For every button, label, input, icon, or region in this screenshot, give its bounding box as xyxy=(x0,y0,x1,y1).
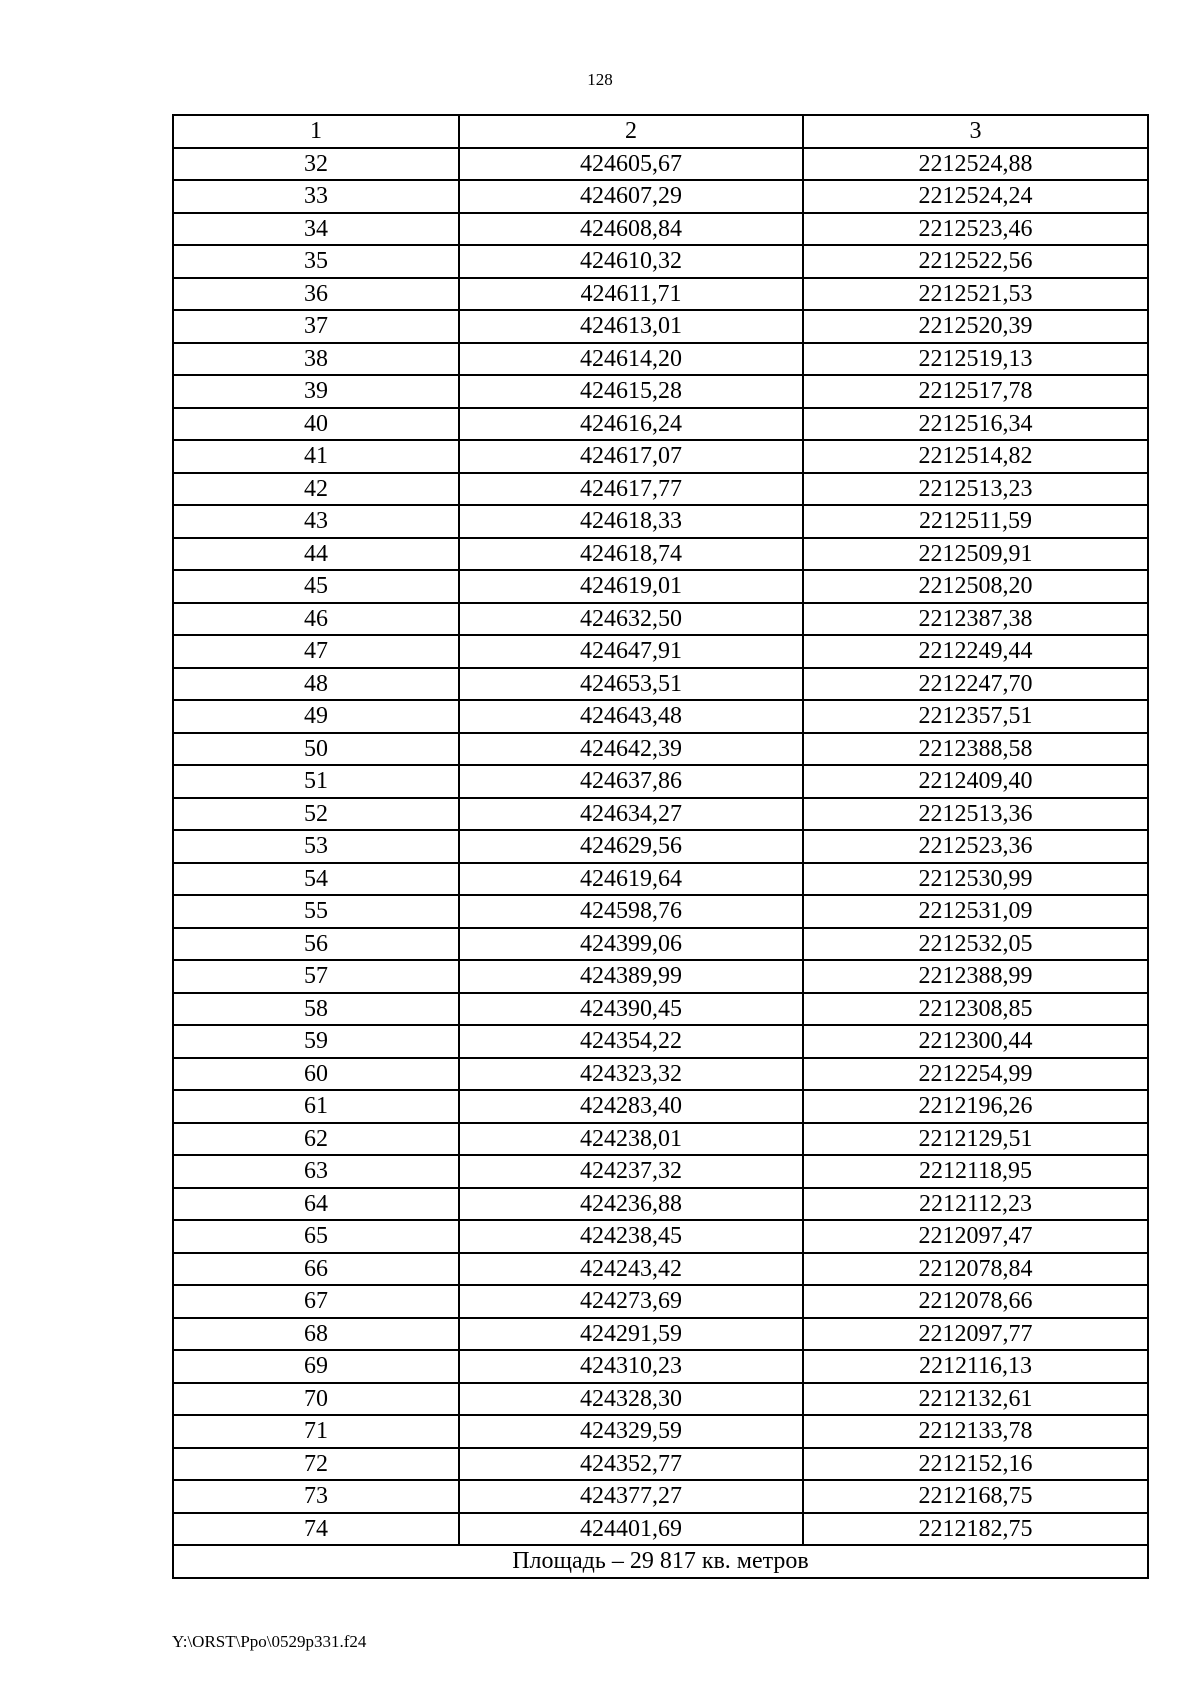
cell-y-coordinate: 2212182,75 xyxy=(803,1513,1148,1546)
cell-x-coordinate: 424614,20 xyxy=(459,343,803,376)
cell-point-number: 54 xyxy=(173,863,459,896)
cell-point-number: 45 xyxy=(173,570,459,603)
table-row xyxy=(173,1025,1148,1058)
cell-x-coordinate: 424328,30 xyxy=(459,1383,803,1416)
cell-point-number: 49 xyxy=(173,700,459,733)
cell-y-coordinate: 2212514,82 xyxy=(803,440,1148,473)
cell-x-coordinate: 424310,23 xyxy=(459,1350,803,1383)
cell-point-number: 65 xyxy=(173,1220,459,1253)
header-cell-point: 1 xyxy=(173,115,459,148)
table-row xyxy=(173,1090,1148,1123)
table-row xyxy=(173,245,1148,278)
table-row xyxy=(173,570,1148,603)
table-row xyxy=(173,505,1148,538)
cell-x-coordinate: 424653,51 xyxy=(459,668,803,701)
table-row xyxy=(173,473,1148,506)
cell-y-coordinate: 2212508,20 xyxy=(803,570,1148,603)
cell-x-coordinate: 424329,59 xyxy=(459,1415,803,1448)
cell-point-number: 55 xyxy=(173,895,459,928)
cell-point-number: 56 xyxy=(173,928,459,961)
cell-y-coordinate: 2212513,36 xyxy=(803,798,1148,831)
cell-y-coordinate: 2212509,91 xyxy=(803,538,1148,571)
table-row xyxy=(173,993,1148,1026)
cell-x-coordinate: 424389,99 xyxy=(459,960,803,993)
cell-y-coordinate: 2212129,51 xyxy=(803,1123,1148,1156)
file-path-footer: Y:\ORST\Ppo\0529p331.f24 xyxy=(172,1632,367,1651)
cell-y-coordinate: 2212078,66 xyxy=(803,1285,1148,1318)
table-row xyxy=(173,765,1148,798)
cell-y-coordinate: 2212388,58 xyxy=(803,733,1148,766)
cell-x-coordinate: 424352,77 xyxy=(459,1448,803,1481)
cell-y-coordinate: 2212112,23 xyxy=(803,1188,1148,1221)
cell-x-coordinate: 424237,32 xyxy=(459,1155,803,1188)
cell-x-coordinate: 424283,40 xyxy=(459,1090,803,1123)
cell-y-coordinate: 2212517,78 xyxy=(803,375,1148,408)
cell-point-number: 67 xyxy=(173,1285,459,1318)
cell-y-coordinate: 2212520,39 xyxy=(803,310,1148,343)
cell-x-coordinate: 424323,32 xyxy=(459,1058,803,1091)
cell-y-coordinate: 2212357,51 xyxy=(803,700,1148,733)
table-row xyxy=(173,700,1148,733)
table-row xyxy=(173,863,1148,896)
coordinates-table xyxy=(172,114,1149,1579)
cell-x-coordinate: 424607,29 xyxy=(459,180,803,213)
cell-x-coordinate: 424632,50 xyxy=(459,603,803,636)
cell-point-number: 46 xyxy=(173,603,459,636)
cell-x-coordinate: 424291,59 xyxy=(459,1318,803,1351)
cell-x-coordinate: 424617,07 xyxy=(459,440,803,473)
cell-x-coordinate: 424618,74 xyxy=(459,538,803,571)
cell-y-coordinate: 2212132,61 xyxy=(803,1383,1148,1416)
cell-y-coordinate: 2212247,70 xyxy=(803,668,1148,701)
cell-point-number: 70 xyxy=(173,1383,459,1416)
table-row xyxy=(173,1350,1148,1383)
cell-x-coordinate: 424618,33 xyxy=(459,505,803,538)
cell-point-number: 60 xyxy=(173,1058,459,1091)
cell-point-number: 58 xyxy=(173,993,459,1026)
cell-point-number: 33 xyxy=(173,180,459,213)
cell-y-coordinate: 2212308,85 xyxy=(803,993,1148,1026)
cell-y-coordinate: 2212523,36 xyxy=(803,830,1148,863)
cell-y-coordinate: 2212097,77 xyxy=(803,1318,1148,1351)
cell-x-coordinate: 424598,76 xyxy=(459,895,803,928)
cell-point-number: 40 xyxy=(173,408,459,441)
cell-x-coordinate: 424619,01 xyxy=(459,570,803,603)
header-cell-x: 2 xyxy=(459,115,803,148)
cell-x-coordinate: 424608,84 xyxy=(459,213,803,246)
table-row xyxy=(173,928,1148,961)
cell-point-number: 41 xyxy=(173,440,459,473)
cell-point-number: 64 xyxy=(173,1188,459,1221)
cell-point-number: 37 xyxy=(173,310,459,343)
table-total-row xyxy=(173,1545,1148,1578)
table-row xyxy=(173,895,1148,928)
cell-x-coordinate: 424647,91 xyxy=(459,635,803,668)
cell-y-coordinate: 2212388,99 xyxy=(803,960,1148,993)
table-row xyxy=(173,213,1148,246)
cell-point-number: 44 xyxy=(173,538,459,571)
cell-y-coordinate: 2212521,53 xyxy=(803,278,1148,311)
cell-point-number: 71 xyxy=(173,1415,459,1448)
cell-point-number: 63 xyxy=(173,1155,459,1188)
cell-y-coordinate: 2212133,78 xyxy=(803,1415,1148,1448)
cell-x-coordinate: 424354,22 xyxy=(459,1025,803,1058)
cell-y-coordinate: 2212523,46 xyxy=(803,213,1148,246)
cell-y-coordinate: 2212522,56 xyxy=(803,245,1148,278)
cell-x-coordinate: 424605,67 xyxy=(459,148,803,181)
cell-y-coordinate: 2212531,09 xyxy=(803,895,1148,928)
cell-point-number: 50 xyxy=(173,733,459,766)
cell-y-coordinate: 2212532,05 xyxy=(803,928,1148,961)
table-row xyxy=(173,1220,1148,1253)
table-row xyxy=(173,1383,1148,1416)
cell-point-number: 72 xyxy=(173,1448,459,1481)
cell-y-coordinate: 2212196,26 xyxy=(803,1090,1148,1123)
cell-point-number: 35 xyxy=(173,245,459,278)
cell-x-coordinate: 424634,27 xyxy=(459,798,803,831)
table-row xyxy=(173,278,1148,311)
table-row xyxy=(173,635,1148,668)
cell-y-coordinate: 2212152,16 xyxy=(803,1448,1148,1481)
table-row xyxy=(173,1123,1148,1156)
table-row xyxy=(173,1480,1148,1513)
cell-x-coordinate: 424642,39 xyxy=(459,733,803,766)
cell-point-number: 66 xyxy=(173,1253,459,1286)
cell-point-number: 48 xyxy=(173,668,459,701)
cell-x-coordinate: 424238,01 xyxy=(459,1123,803,1156)
table-row xyxy=(173,830,1148,863)
cell-point-number: 74 xyxy=(173,1513,459,1546)
table-row xyxy=(173,603,1148,636)
cell-x-coordinate: 424401,69 xyxy=(459,1513,803,1546)
cell-x-coordinate: 424390,45 xyxy=(459,993,803,1026)
page-number: 128 xyxy=(587,70,613,89)
table-row xyxy=(173,375,1148,408)
cell-x-coordinate: 424610,32 xyxy=(459,245,803,278)
cell-x-coordinate: 424637,86 xyxy=(459,765,803,798)
table-row xyxy=(173,1415,1148,1448)
table-row xyxy=(173,960,1148,993)
table-row xyxy=(173,798,1148,831)
cell-y-coordinate: 2212254,99 xyxy=(803,1058,1148,1091)
table-row xyxy=(173,1253,1148,1286)
cell-y-coordinate: 2212078,84 xyxy=(803,1253,1148,1286)
cell-y-coordinate: 2212524,88 xyxy=(803,148,1148,181)
cell-y-coordinate: 2212168,75 xyxy=(803,1480,1148,1513)
cell-point-number: 73 xyxy=(173,1480,459,1513)
cell-y-coordinate: 2212516,34 xyxy=(803,408,1148,441)
cell-point-number: 42 xyxy=(173,473,459,506)
cell-x-coordinate: 424611,71 xyxy=(459,278,803,311)
cell-point-number: 32 xyxy=(173,148,459,181)
cell-y-coordinate: 2212300,44 xyxy=(803,1025,1148,1058)
cell-y-coordinate: 2212530,99 xyxy=(803,863,1148,896)
cell-point-number: 52 xyxy=(173,798,459,831)
cell-y-coordinate: 2212249,44 xyxy=(803,635,1148,668)
cell-x-coordinate: 424643,48 xyxy=(459,700,803,733)
cell-x-coordinate: 424615,28 xyxy=(459,375,803,408)
cell-y-coordinate: 2212513,23 xyxy=(803,473,1148,506)
table-row xyxy=(173,1155,1148,1188)
cell-y-coordinate: 2212519,13 xyxy=(803,343,1148,376)
cell-point-number: 61 xyxy=(173,1090,459,1123)
table-row xyxy=(173,668,1148,701)
cell-point-number: 59 xyxy=(173,1025,459,1058)
cell-x-coordinate: 424273,69 xyxy=(459,1285,803,1318)
table-row xyxy=(173,1513,1148,1546)
table-row xyxy=(173,1285,1148,1318)
table-row xyxy=(173,1188,1148,1221)
cell-x-coordinate: 424377,27 xyxy=(459,1480,803,1513)
cell-point-number: 68 xyxy=(173,1318,459,1351)
table-row xyxy=(173,1058,1148,1091)
cell-y-coordinate: 2212118,95 xyxy=(803,1155,1148,1188)
header-cell-y: 3 xyxy=(803,115,1148,148)
cell-y-coordinate: 2212097,47 xyxy=(803,1220,1148,1253)
cell-y-coordinate: 2212524,24 xyxy=(803,180,1148,213)
table-row xyxy=(173,1318,1148,1351)
cell-point-number: 62 xyxy=(173,1123,459,1156)
cell-point-number: 39 xyxy=(173,375,459,408)
cell-y-coordinate: 2212409,40 xyxy=(803,765,1148,798)
cell-point-number: 38 xyxy=(173,343,459,376)
table-row xyxy=(173,408,1148,441)
cell-x-coordinate: 424619,64 xyxy=(459,863,803,896)
cell-x-coordinate: 424617,77 xyxy=(459,473,803,506)
cell-x-coordinate: 424399,06 xyxy=(459,928,803,961)
cell-point-number: 69 xyxy=(173,1350,459,1383)
table-row xyxy=(173,538,1148,571)
area-total-cell: Площадь – 29 817 кв. метров xyxy=(173,1545,1148,1578)
cell-point-number: 53 xyxy=(173,830,459,863)
table-row xyxy=(173,343,1148,376)
table-row xyxy=(173,180,1148,213)
table-header-row xyxy=(173,115,1148,148)
cell-point-number: 57 xyxy=(173,960,459,993)
coordinates-table-body xyxy=(173,115,1148,1578)
cell-x-coordinate: 424629,56 xyxy=(459,830,803,863)
cell-y-coordinate: 2212116,13 xyxy=(803,1350,1148,1383)
cell-x-coordinate: 424613,01 xyxy=(459,310,803,343)
cell-x-coordinate: 424616,24 xyxy=(459,408,803,441)
table-row xyxy=(173,148,1148,181)
cell-point-number: 51 xyxy=(173,765,459,798)
cell-point-number: 36 xyxy=(173,278,459,311)
cell-y-coordinate: 2212511,59 xyxy=(803,505,1148,538)
cell-x-coordinate: 424238,45 xyxy=(459,1220,803,1253)
table-row xyxy=(173,440,1148,473)
cell-point-number: 43 xyxy=(173,505,459,538)
table-row xyxy=(173,310,1148,343)
table-row xyxy=(173,733,1148,766)
cell-point-number: 47 xyxy=(173,635,459,668)
cell-x-coordinate: 424243,42 xyxy=(459,1253,803,1286)
cell-y-coordinate: 2212387,38 xyxy=(803,603,1148,636)
table-row xyxy=(173,1448,1148,1481)
cell-x-coordinate: 424236,88 xyxy=(459,1188,803,1221)
cell-point-number: 34 xyxy=(173,213,459,246)
